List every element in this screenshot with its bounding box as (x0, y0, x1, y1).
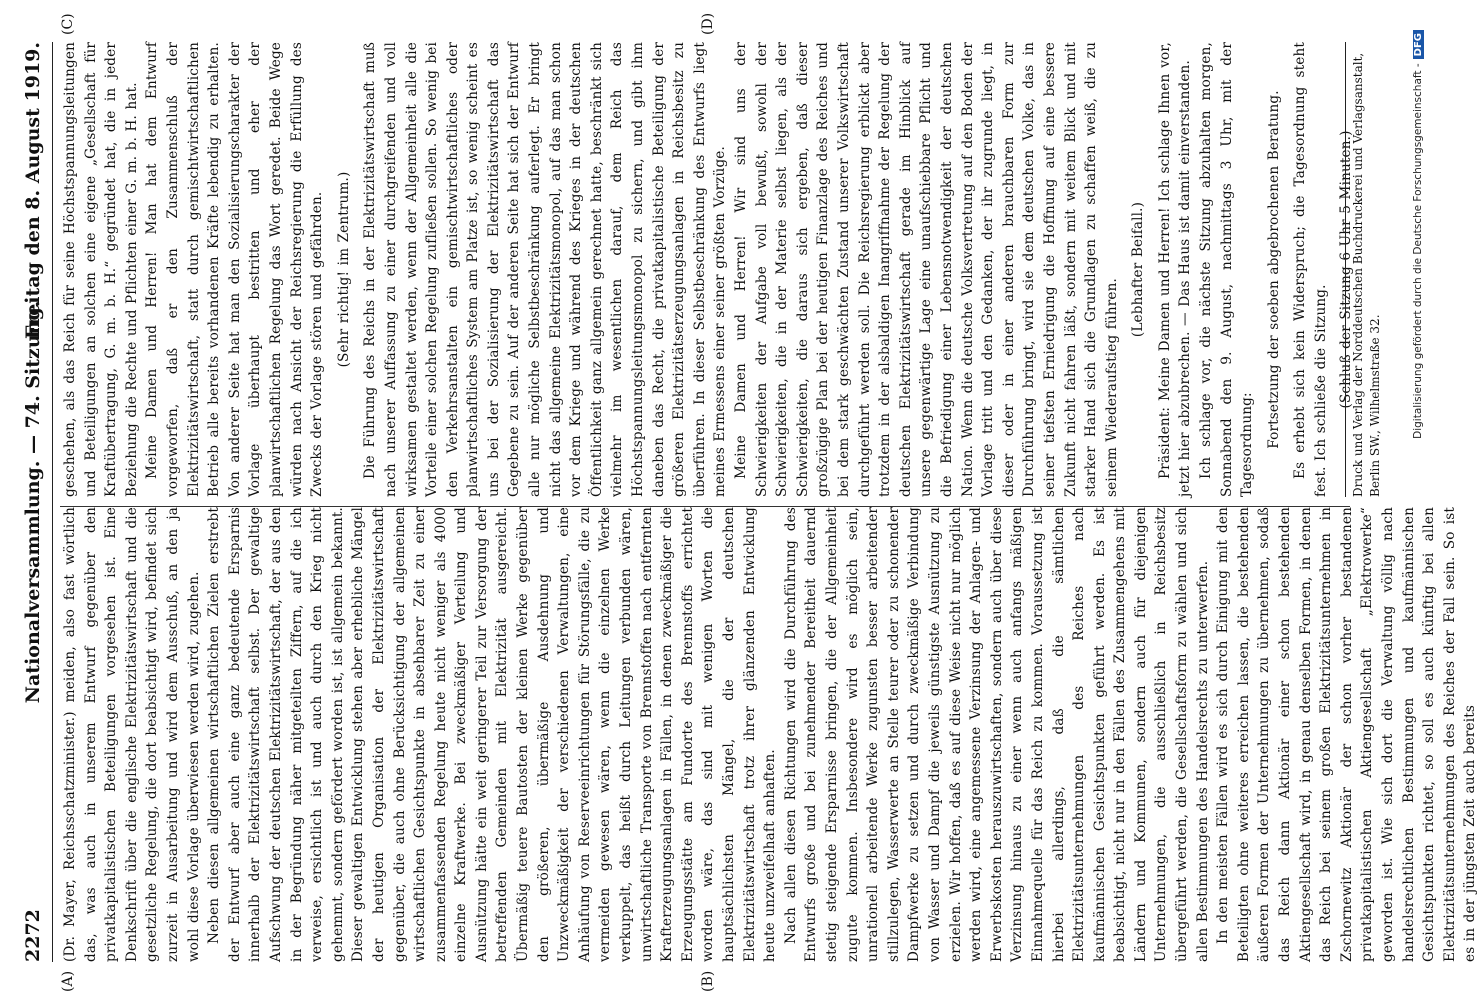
paragraph: Ich schlage vor, die nächste Sitzung abzuhalten morgen, Sonnabend den 9. August, nachmittags 3 Uhr, mit der Tagesordnung: (1198, 42, 1256, 497)
paragraph: Die Führung des Reichs in der Elektrizitätswirtschaft muß nach unserer Auffassung zu einer durchgreifenden und voll wirksamen gestaltet werden, wenn der Allgemeinheit alle die Vorteile einer solchen Regelung zufließen sollen. So wenig bei den Verkehrsanstalten ein gemischtwirtschaftliches oder planwirtschaftliches System am Platze ist, so wenig scheint es uns bei der Sozialisierung der Elektrizitätswirtschaft das Gegebene zu sein. Auf der anderen Seite hat sich der Entwurf alle nur mögliche Selbstbeschränkung auferlegt. Er bringt nicht das allgemeine Elektrizitätsmonopol, auf das man schon vor dem Kriege und während des Krieges in der deutschen Öffentlichkeit ganz allgemein gerechnet hatte, beschränkt sich vielmehr im wesentlichen darauf, dem Reich das Höchstspannungsleitungsmonopol zu sichern, und gibt ihm daneben das Recht, die privatkapitalistische Beteiligung der größeren Elektrizitätserzeugungsanlagen in Reichsbesitz zu überführen. In dieser Selbstbeschränkung des Entwurfs liegt meines Ermessens einer seiner größten Vorzüge. (362, 42, 729, 497)
margin-marker-a: (A) (60, 970, 76, 992)
session-date: Freitag den 8. August 1919. (22, 42, 44, 339)
page-number: 2272 (22, 909, 44, 962)
left-column (60, 507, 1479, 962)
printer-footer: Druck und Verlag der Norddeutschen Buchdruckerei und Verlagsanstalt, Berlin SW., Wilhelmstraße 32. (1345, 42, 1384, 497)
session-close: (Schluß der Sitzung 6 Uhr 5 Minuten.) (1337, 130, 1354, 409)
interjection: (Sehr richtig! im Zentrum.) (335, 171, 352, 368)
dfg-credit (1412, 30, 1430, 990)
president-statement: Präsident: Meine Damen und Herren! Ich schlage Ihnen vor, jetzt hier abzubrechen. — Das Haus ist damit einverstanden. (1156, 42, 1194, 497)
paragraph: Nach allen diesen Richtungen wird die Durchführung des Entwurfs große und bei zunehmender Bereitheit dauernd stetig steigende Ersparnisse bringen, die der Allgemeinheit zugute kommen. Insbesondere wird es möglich sein, unrationell arbeitende Werke zugunsten besser arbeitender stillzulegen, Wasserwerte an Stelle teurer oder zu schonender Dampfwerke zu setzen und durch zweckmäßige Verbindung von Wasser und Dampf die jeweils günstigste Ausnützung zu erzielen. Wir hoffen, daß es auf diese Weise nicht nur möglich werden wird, eine angemessene Verzinsung der Anlagen- und Erwerbskosten herauszuwirtschaften, sondern auch über diese Verzinsung hinaus zu einer wenn auch anfangs mäßigen Einnahmequelle für das Reich zu kommen. Voraussetzung ist hierbei allerdings, daß die sämtlichen Elektrizitätsunternehmungen des Reiches nach kaufmännischen Gesichtspunkten geführt werden. Es ist beabsichtigt, nicht nur in den Fällen des Zusammengehens mit Ländern und Kommunen, sondern auch für diejenigen Unternehmungen, die ausschließlich in Reichsbesitz übergeführt werden, die Gesellschaftsform zu wählen und sich allen Bestimmungen des Handelsrechts zu unterwerfen. (782, 507, 1211, 962)
margin-marker-c: (C) (60, 13, 76, 35)
agenda-item: Fortsetzung der soeben abgebrochenen Beratung. (1265, 90, 1282, 449)
column-divider (60, 506, 1350, 507)
page-header (18, 42, 53, 962)
dfg-logo: DFG (1413, 30, 1424, 59)
interjection: (Lebhafter Beifall.) (1130, 201, 1147, 338)
paragraph: geschehen, als das Reich für seine Höchstspannungsleitungen und Beteiligungen an solchen eine eigene „Gesellschaft für Kraftübertragung, G. m. b. H.“ gegründet hat, die in jeder Beziehung die Rechte und Pflichten einer G. m. b. H. hat. (62, 42, 140, 497)
paragraph: Neben diesen allgemeinen wirtschaftlichen Zielen erstrebt der Entwurf aber auch eine ganz bedeutende Ersparnis innerhalb der Elektrizitätswirtschaft selbst. Der gewaltige Aufschwung der deutschen Elektrizitätswirtschaft, der aus den in der Begründung näher mitgeteilten Ziffern, auf die ich verweise, ersichtlich ist und auch durch den Krieg nicht gehemmt, sondern gefördert worden ist, ist allgemein bekannt. Dieser gewaltigen Entwicklung stehen aber erhebliche Mängel der heutigen Organisation der Elektrizitätswirtschaft gegenüber, die auch ohne Berücksichtigung der allgemeinen wirtschaftlichen Gesichtspunkte in absehbarer Zeit zu einer zusammenfassenden Regelung heute nicht weniger als 4000 einzelne Kraftwerke. Bei zweckmäßiger Verteilung und Ausnützung hätte ein weit geringerer Teil zur Versorgung der betreffenden Gemeinden mit Elektrizität ausgereicht. Übermäßig teuere Bautosten der kleinen Werke gegenüber den größeren, übermäßige Ausdehnung und Unzweckmäßigkeit der verschiedenen Verwaltungen, eine Anhäufung von Reserveeinrichtungen für Störungsfälle, die zu vermeiden gewesen wären, wenn die einzelnen Werke verkuppelt, das heißt durch Leitungen verbunden wären, unwirtschaftliche Transporte von Brennstoffen nach entfernten Krafterzeugungsanlagen in Fällen, in denen zweckmäßiger die Erzeugungsstätte am Fundorte des Brennstoffs errichtet worden wäre, das sind mit wenigen Worten die hauptsächlichsten Mängel, die der deutschen Elektrizitätswirtschaft trotz ihrer glänzenden Entwicklung heute unzweifelhaft anhaften. (206, 507, 779, 962)
paragraph: In den meisten Fällen wird es sich durch Einigung mit den Beteiligten ohne weiteres erreichen lassen, die bestehenden äußeren Formen der Unternehmungen zu übernehmen, sodaß das Reich dann Aktionär einer schon bestehenden Aktiengesellschaft wird, in genau denselben Formen, in denen das Reich bei seinem großen Elektrizitätsunternehmen in Zschornewitz Aktionär der schon vorher bestandenen privatkapitalistischen Aktiengesellschaft „Elektrowerke“ geworden ist. Wie sich dort die Verwaltung völlig nach handelsrechtlichen Bestimmungen und kaufmännischen Gesichtspunkten richtet, so soll es auch künftig bei allen Elektrizitätsunternehmungen des Reiches der Fall sein. So ist es in der jüngsten Zeit auch bereits (1215, 507, 1479, 962)
paragraph: (Dr. Mayer, Reichsschatzminister.) meiden, also fast wörtlich das, was auch in unserem Entwurf gegenüber den privatkapitalistischen Beteiligungen vorgesehen ist. Eine Denkschrift über die englische Elektrizitätswirtschaft und die gesetzliche Regelung, die dort beabsichtigt wird, befindet sich zurzeit in Ausarbeitung und wird dem Ausschuß, an den ja wohl diese Vorlage überwiesen werden wird, zugehen. (62, 507, 202, 962)
credit-text: Digitalisierung gefördert durch die Deutsche Forschungsgemeinschaft - (1412, 63, 1424, 439)
right-column (60, 42, 1360, 497)
paragraph: Meine Damen und Herren! Wir sind uns der Schwierigkeiten der Aufgabe voll bewußt, sowohl der Schwierigkeiten, die in der Materie selbst liegen, als der Schwierigkeiten, die daraus sich ergeben, daß dieser großzügige Plan bei der heutigen Finanzlage des Reiches und bei dem stark geschwächten Zustand unserer Volkswirtschaft durchgeführt werden soll. Die Reichsregierung erblickt aber trotzdem in der alsbaldigen Inangriffnahme der Regelung der deutschen Elektrizitätswirtschaft gerade im Hinblick auf unsere gegenwärtige Lage eine unaufschiebbare Pflicht und die Befriedigung einer Lebensnotwendigkeit der deutschen Nation. Wenn die deutsche Volksvertretung auf den Boden der Vorlage tritt und den Gedanken, der ihr zugrunde liegt, in dieser oder in einer anderen brauchbaren Form zur Durchführung bringt, wird sie dem deutschen Volke, das in seiner tiefsten Erniedrigung die Hoffnung auf eine bessere Zukunft nicht fahren läßt, sondern mit weitem Blick und mit starker Hand sich die Grundlagen zu schaffen weiß, die zu seinem Wiederaufstieg führen. (733, 42, 1120, 497)
margin-marker-b: (B) (700, 970, 716, 992)
paragraph: Es erhebt sich kein Widerspruch; die Tagesordnung steht fest. Ich schließe die Sitzung. (1292, 42, 1330, 497)
margin-marker-d: (D) (700, 12, 716, 35)
session-title: Nationalversammlung. — 74. Sitzung. (22, 300, 44, 704)
paragraph: Meine Damen und Herren! Man hat dem Entwurf vorgeworfen, daß er den Zusammenschluß der Elektrizitätswirtschaft, statt durch gemischtwirtschaftlichen Betrieb alle bereits vorhandenen Kräfte lebendig zu erhalten. Von anderer Seite hat man den Sozialisierungscharakter der Vorlage überhaupt bestritten und eher der planwirtschaftlichen Regelung das Wort geredet. Beide Wege würden nach Ansicht der Reichsregierung die Erfüllung des Zwecks der Vorlage stören und gefährden. (144, 42, 326, 497)
